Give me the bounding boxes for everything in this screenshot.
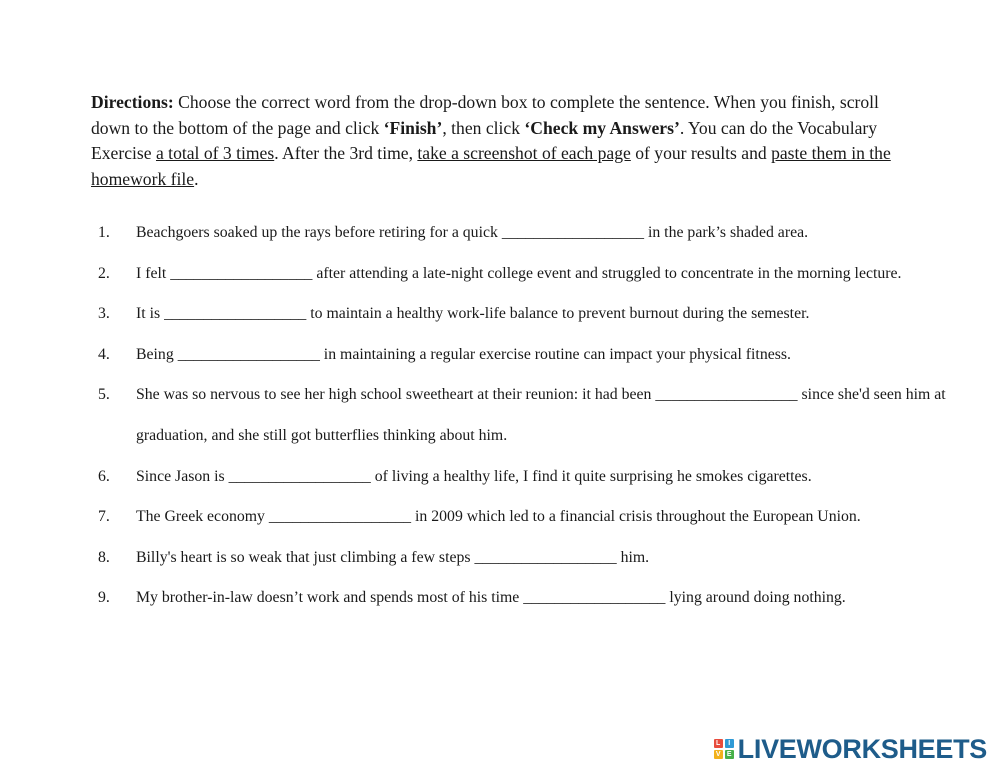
answer-blank-dropdown[interactable]: __________________ xyxy=(177,345,320,363)
question-text-after: in the park’s shaded area. xyxy=(644,224,809,241)
question-number: 2. xyxy=(98,264,110,282)
question-item xyxy=(98,294,978,335)
answer-blank-dropdown[interactable]: __________________ xyxy=(228,467,371,485)
question-number: 8. xyxy=(98,548,110,566)
question-text-after: since she'd seen him at graduation, and she still got butterflies thinking about him. xyxy=(136,386,946,444)
screenshot-text: take a screenshot of each page xyxy=(417,143,631,164)
question-text-before: She was so nervous to see her high school sweetheart at their reunion: it had been xyxy=(136,386,656,404)
question-number: 6. xyxy=(98,467,110,485)
question-text-after: to maintain a healthy work-life balance to prevent burnout during the semester. xyxy=(306,305,810,323)
directions-text-2: , then click xyxy=(442,117,525,138)
answer-blank-dropdown[interactable]: __________________ xyxy=(655,386,798,404)
answer-blank-dropdown[interactable]: __________________ xyxy=(501,224,644,241)
paste-text: paste them in the homework file xyxy=(91,143,891,189)
total-times-text: a total of 3 times xyxy=(155,143,275,164)
question-text-before: My brother-in-law doesn’t work and spends most of his time xyxy=(136,589,524,607)
question-text xyxy=(136,335,978,376)
question-text-after: in 2009 which led to a financial crisis throughout the European Union. xyxy=(411,508,861,526)
question-text xyxy=(136,457,978,498)
question-text-before: Being xyxy=(136,345,178,363)
directions-text-6: . xyxy=(194,168,199,189)
answer-blank-dropdown[interactable]: __________________ xyxy=(523,589,666,607)
question-text-after: lying around doing nothing. xyxy=(665,589,846,607)
question-text xyxy=(136,375,978,456)
question-text-after: him. xyxy=(616,548,650,566)
question-item xyxy=(98,497,978,538)
question-text xyxy=(136,294,978,335)
question-number: 9. xyxy=(98,589,110,607)
question-list xyxy=(98,213,978,619)
question-item xyxy=(98,335,978,376)
directions-text-4: . After the 3rd time, xyxy=(274,143,418,164)
question-text xyxy=(136,538,978,579)
question-text-after: after attending a late-night college event and struggled to concentrate in the morning lecture. xyxy=(312,264,902,282)
question-text xyxy=(136,213,978,254)
question-text xyxy=(136,497,978,538)
question-text-after: in maintaining a regular exercise routine can impact your physical fitness. xyxy=(319,345,791,363)
logo-mark-l: L xyxy=(714,739,723,748)
liveworksheets-logo xyxy=(714,734,987,764)
logo-mark-i: I xyxy=(725,739,734,748)
finish-label: ‘Finish’ xyxy=(383,117,443,138)
question-item xyxy=(98,457,978,498)
question-text-before: Billy's heart is so weak that just climbing a few steps xyxy=(136,548,475,566)
question-text xyxy=(136,578,978,619)
question-number: 5. xyxy=(98,386,110,404)
question-item xyxy=(98,538,978,579)
answer-blank-dropdown[interactable]: __________________ xyxy=(268,508,412,526)
question-text-before: It is xyxy=(136,305,165,323)
question-text-after: of living a healthy life, I find it quite surprising he smokes cigarettes. xyxy=(370,467,812,485)
question-text xyxy=(136,254,978,295)
question-item xyxy=(98,213,978,254)
question-item xyxy=(98,578,978,619)
answer-blank-dropdown[interactable]: __________________ xyxy=(164,305,307,323)
directions-label: Directions: xyxy=(91,92,174,112)
question-number: 1. xyxy=(98,224,110,241)
answer-blank-dropdown[interactable]: __________________ xyxy=(474,548,617,566)
question-item xyxy=(98,254,978,295)
logo-text: LIVEWORKSHEETS xyxy=(737,733,987,764)
question-text-before: The Greek economy xyxy=(136,508,269,526)
directions-text-1: Choose the correct word from the drop-down box to complete the sentence. When you finish, scroll down to the bottom of the page and click xyxy=(91,92,879,138)
question-number: 7. xyxy=(98,508,110,526)
question-text-before: Beachgoers soaked up the rays before retiring for a quick xyxy=(136,224,502,241)
question-number: 4. xyxy=(98,345,110,363)
directions-text-5: of your results and xyxy=(630,143,772,164)
directions-text-3: . You can do the Vocabulary Exercise xyxy=(91,117,878,164)
directions-paragraph xyxy=(91,90,911,192)
question-number: 3. xyxy=(98,305,110,323)
question-text-before: I felt xyxy=(136,264,171,282)
logo-mark-v: V xyxy=(714,750,723,759)
answer-blank-dropdown[interactable]: __________________ xyxy=(170,264,313,282)
liveworksheets-logo-icon xyxy=(714,739,734,759)
question-item xyxy=(98,375,978,456)
check-answers-label: ‘Check my Answers’ xyxy=(524,117,680,138)
question-text-before: Since Jason is xyxy=(136,467,229,485)
logo-mark-e: E xyxy=(725,750,734,759)
